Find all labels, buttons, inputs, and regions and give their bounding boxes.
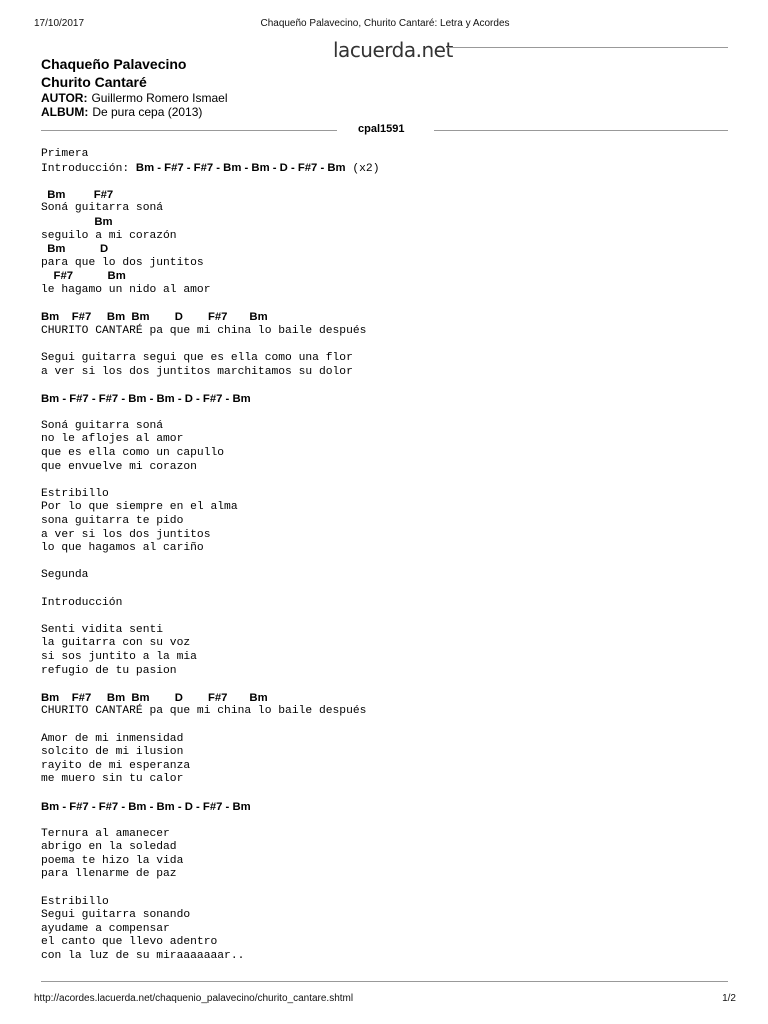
chord-line [41,393,379,407]
chord-text: Bm - F#7 - F#7 - Bm - Bm - D - F#7 - Bm [41,800,251,813]
divider-left [41,130,337,131]
site-logo[interactable] [333,38,453,62]
blank-line [41,814,379,828]
chord-text: Bm - F#7 - F#7 - Bm - Bm - D - F#7 - Bm [41,392,251,405]
chord-text: Bm D [41,243,109,256]
lyric-line: solcito de mi ilusion [41,746,184,759]
song-title: Churito Cantaré [41,74,147,90]
contributor-code: cpal1591 [358,123,405,135]
print-date: 17/10/2017 [34,18,85,29]
contributor-divider [41,123,728,137]
lyric-line: me muero sin tu calor [41,773,184,786]
author-value: Guillermo Romero Ismael [91,91,228,105]
chord-line [41,243,379,257]
lyric-line: que es ella como un capullo [41,447,225,460]
chord-line [41,189,379,203]
blank-line [41,610,379,624]
lyric-line: abrigo en la soledad [41,841,177,854]
lyric-line: CHURITO CANTARÉ pa que mi china lo baile después [41,705,367,718]
author-label: AUTOR: [41,91,88,105]
lyric-line: Soná guitarra soná [41,202,164,215]
chord-line [41,216,379,230]
lyric-line: CHURITO CANTARÉ pa que mi china lo baile después [41,324,367,337]
blank-line [41,474,379,488]
lyric-line: la guitarra con su voz [41,637,191,650]
lyric-line: Amor de mi inmensidad [41,732,184,745]
song-header [41,55,228,119]
album-value: De pura cepa (2013) [92,105,203,119]
blank-line [41,406,379,420]
header-divider [448,47,728,48]
chord-line [41,801,379,815]
lyric-line: para que lo dos juntitos [41,256,204,269]
chord-text: Bm F#7 Bm Bm D F#7 Bm [41,691,268,704]
lyric-line: Segui guitarra segui que es ella como una flor [41,351,353,364]
album-label: ALBUM: [41,105,89,119]
blank-line [41,175,379,189]
blank-line [41,556,379,570]
print-header [34,18,736,29]
lyric-line: ayudame a compensar [41,922,170,935]
lyric-line: Ternura al amanecer [41,827,170,840]
blank-line [41,379,379,393]
blank-line [41,882,379,896]
lyric-line: refugio de tu pasion [41,664,177,677]
artist-name[interactable]: Chaqueño Palavecino [41,56,187,72]
author-line [41,91,228,105]
lyric-line: no le aflojes al amor [41,433,184,446]
blank-line [41,719,379,733]
chord-text: Bm [41,215,113,228]
page-number: 1/2 [722,993,736,1004]
print-page-title: Chaqueño Palavecino, Churito Cantaré: Letra y Acordes [260,18,510,29]
lyric-line: seguilo a mi corazón [41,229,177,242]
divider-right [434,130,728,131]
lyric-line: lo que hagamos al cariño [41,542,204,555]
lyric-line: para llenarme de paz [41,868,177,881]
lyric-line: Introducción: Bm - F#7 - F#7 - Bm - Bm - D - F#7 - Bm (x2) [41,161,380,175]
blank-line [41,338,379,352]
print-footer [34,993,736,1004]
lyric-line: Estribillo [41,895,109,908]
lyric-line: rayito de mi esperanza [41,759,191,772]
lyric-line: el canto que llevo adentro [41,936,218,949]
lyric-line: Estribillo [41,487,109,500]
chord-line [41,311,379,325]
lyric-line: Soná guitarra soná [41,419,164,432]
chord-line [41,270,379,284]
lyric-line: Primera [41,148,89,160]
footer-divider [41,981,728,982]
chord-text: Bm F#7 Bm Bm D F#7 Bm [41,311,268,324]
chord-text: F#7 Bm [41,270,126,283]
blank-line [41,298,379,312]
chord-line [41,692,379,706]
lyric-line: Segui guitarra sonando [41,909,191,922]
blank-line [41,678,379,692]
lyric-line: a ver si los dos juntitos marchitamos su dolor [41,365,353,378]
blank-line [41,787,379,801]
lyric-line: Senti vidita senti [41,623,164,636]
blank-line [41,583,379,597]
lyric-line: poema te hizo la vida [41,854,184,867]
lyric-line: si sos juntito a la mia [41,650,197,663]
page-url: http://acordes.lacuerda.net/chaquenio_palavecino/churito_cantare.shtml [34,993,354,1004]
site-logo-text: lacuerda.net [333,38,453,62]
chord-text: Bm F#7 [41,188,114,201]
inline-chords: Bm - F#7 - F#7 - Bm - Bm - D - F#7 - Bm [135,161,346,174]
album-line [41,105,228,119]
lyric-line: sona guitarra te pido [41,515,184,528]
lyric-line: con la luz de su miraaaaaaar.. [41,950,245,963]
song-body [41,148,379,964]
lyric-line: a ver si los dos juntitos [41,528,211,541]
lyric-line: Por lo que siempre en el alma [41,501,238,514]
lyric-line: que envuelve mi corazon [41,460,197,473]
lyric-line: Segunda [41,569,89,582]
lyric-line: le hagamo un nido al amor [41,283,211,296]
lyric-line: Introducción [41,596,123,609]
